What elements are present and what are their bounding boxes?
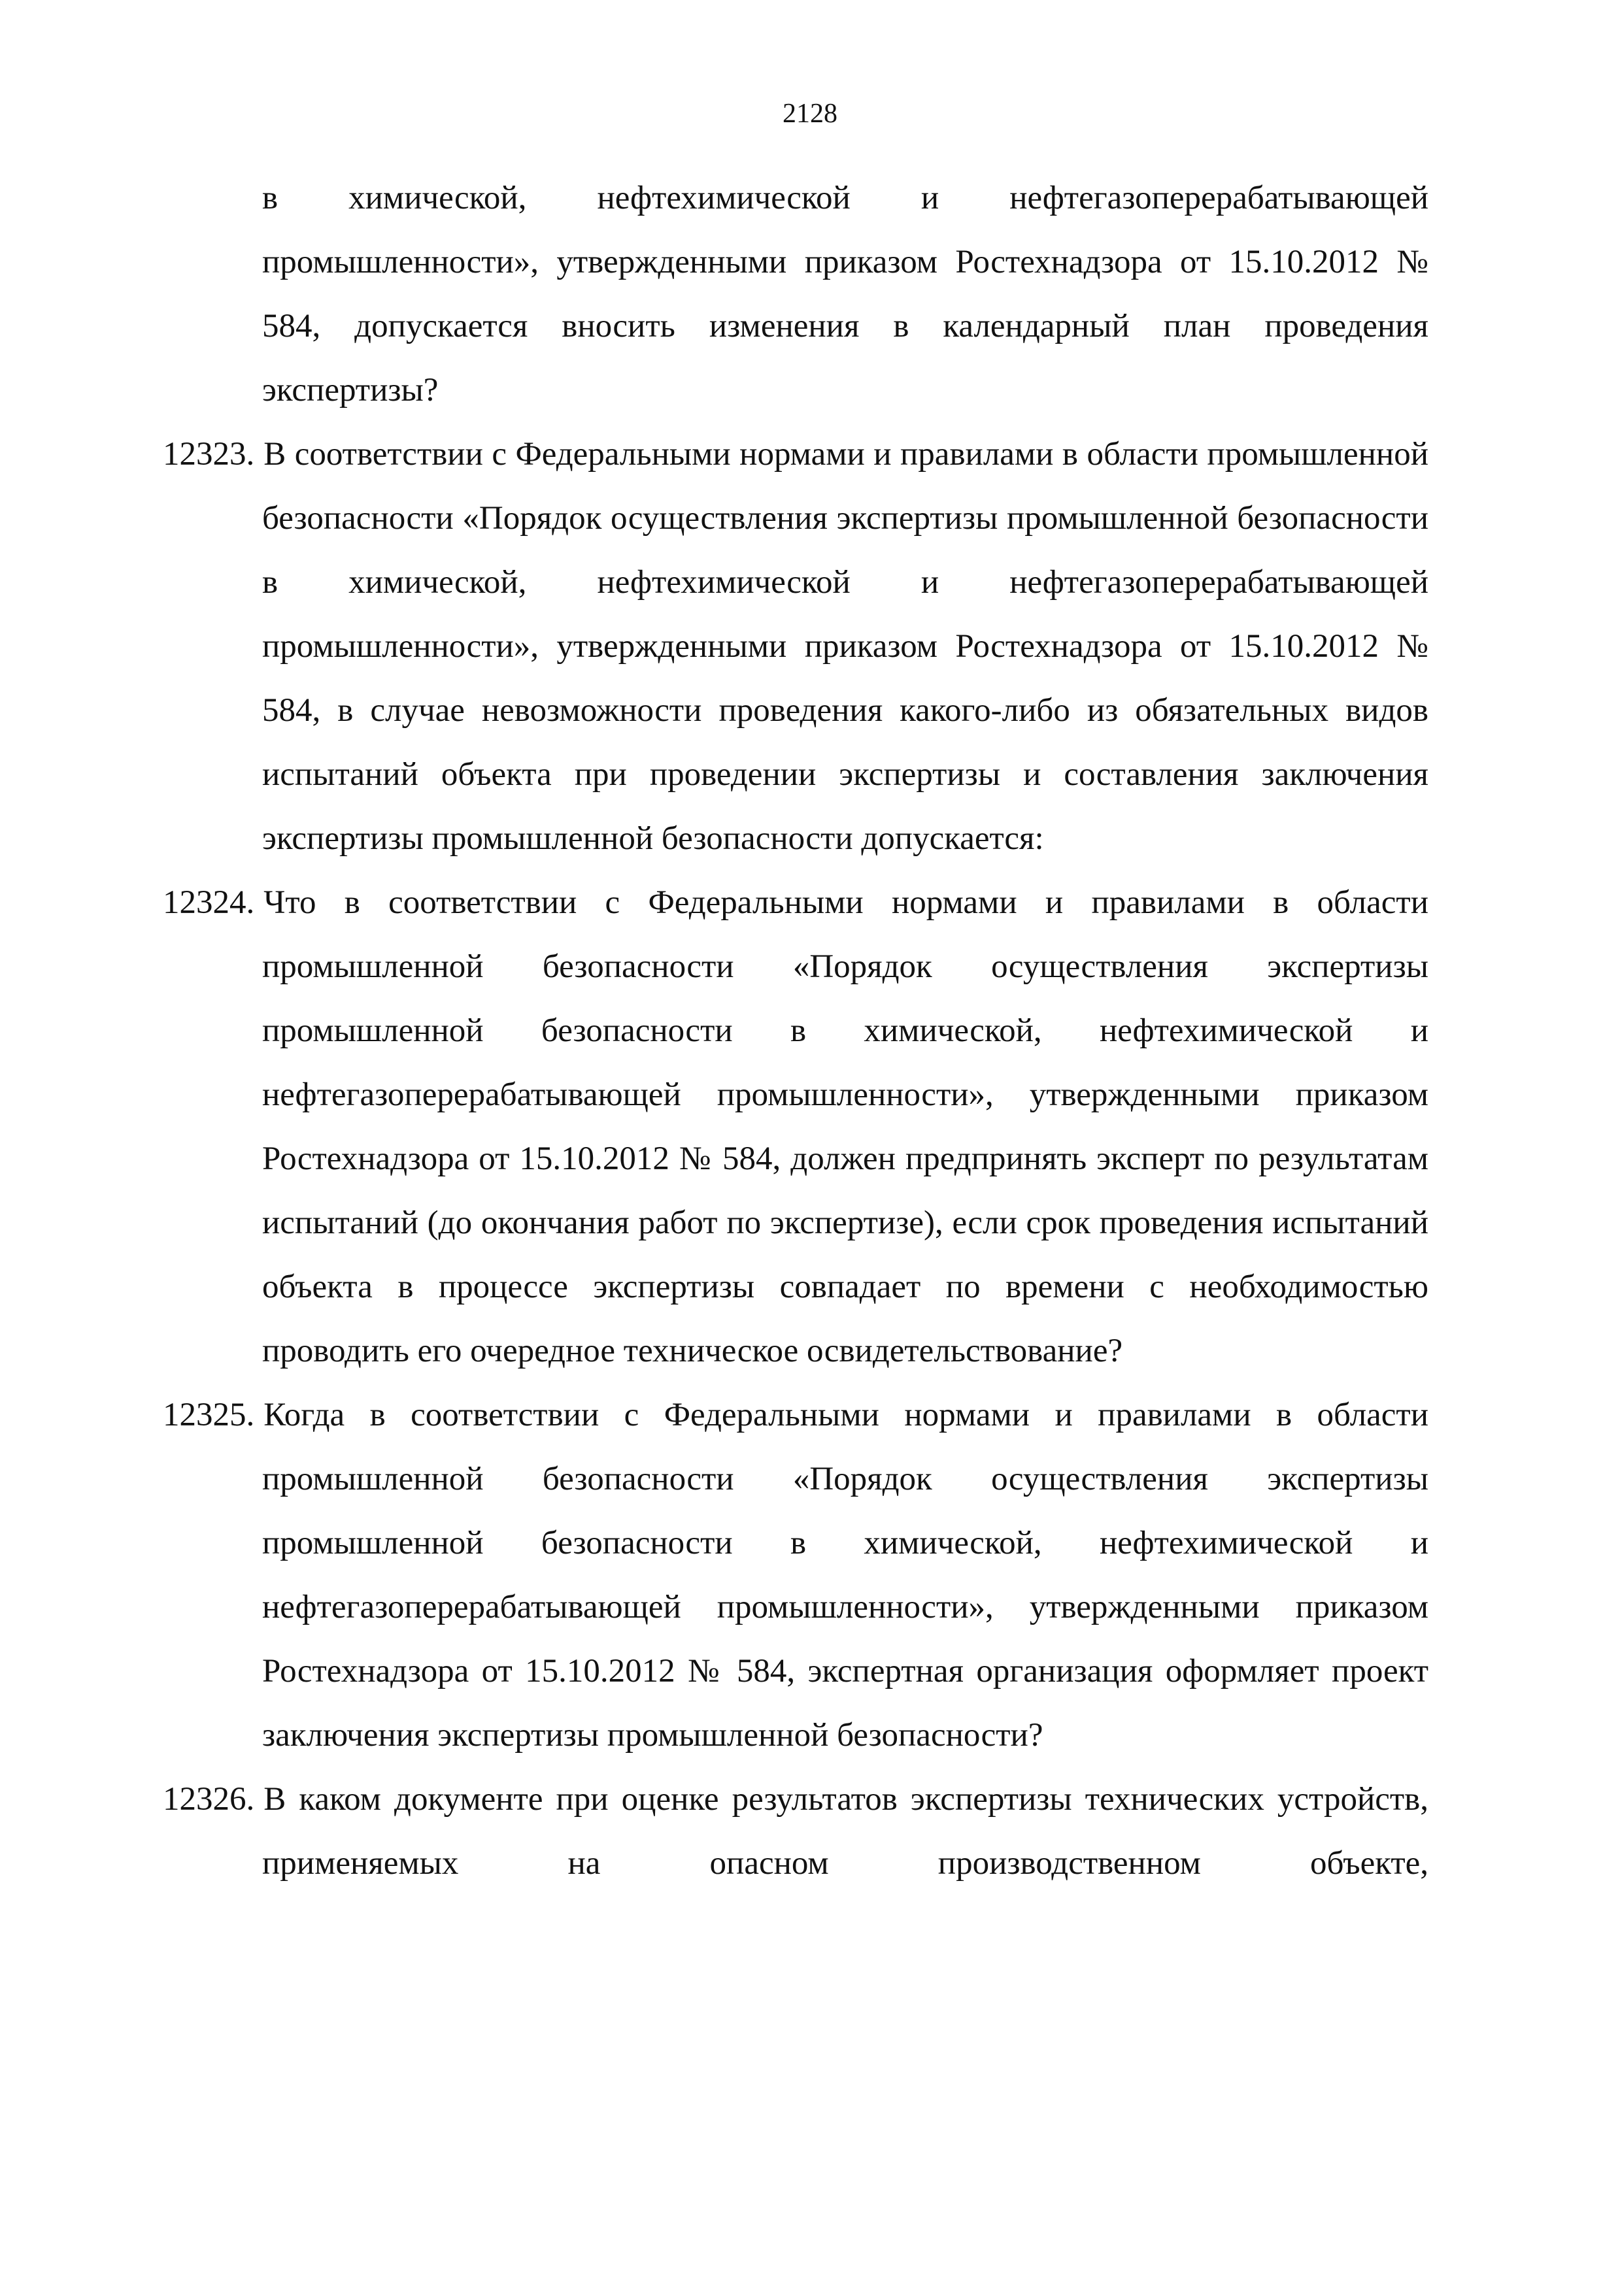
question-12323 (163, 422, 1428, 871)
question-12324 (163, 871, 1428, 1383)
paragraph-text: В каком документе при оценке результатов экспертизы технических устройств, применяемых на опасном производственном объекте, (262, 1781, 1428, 1882)
page-number: 2128 (783, 99, 837, 129)
paragraph-text: Когда в соответствии с Федеральными нормами и правилами в области промышленной безопасности «Порядок осуществления экспертизы промышленной безопасности в химической, нефтехимической и нефтегазоперерабатывающей промышленности», утвержденными приказом Ростехнадзора от 15.10.2012 № 584, экспертная организация оформляет проект заключения экспертизы промышленной безопасности? (262, 1397, 1428, 1754)
paragraph-text: В соответствии с Федеральными нормами и правилами в области промышленной безопасности «Порядок осуществления экспертизы промышленной безопасности в химической, нефтехимической и нефтегазоперерабатывающей промышленности», утвержденными приказом Ростехнадзора от 15.10.2012 № 584, в случае невозможности проведения какого-либо из обязательных видов испытаний объекта при проведении экспертизы и составления заключения экспертизы промышленной безопасности допускается: (262, 436, 1428, 857)
question-number: 12325. (163, 1397, 255, 1433)
question-number: 12326. (163, 1781, 255, 1818)
question-12325 (163, 1383, 1428, 1767)
question-number: 12323. (163, 436, 255, 473)
question-continuation (212, 166, 1428, 422)
question-12326 (163, 1767, 1428, 1895)
document-body (163, 166, 1428, 1895)
paragraph-text: в химической, нефтехимической и нефтегазоперерабатывающей промышленности», утвержденными приказом Ростехнадзора от 15.10.2012 № 584, допускается вносить изменения в календарный план проведения экспертизы? (262, 180, 1428, 408)
question-number: 12324. (163, 884, 255, 921)
paragraph-text: Что в соответствии с Федеральными нормами и правилами в области промышленной безопасности «Порядок осуществления экспертизы промышленной безопасности в химической, нефтехимической и нефтегазоперерабатывающей промышленности», утвержденными приказом Ростехнадзора от 15.10.2012 № 584, должен предпринять эксперт по результатам испытаний (до окончания работ по экспертизе), если срок проведения испытаний объекта в процессе экспертизы совпадает по времени с необходимостью проводить его очередное техническое освидетельствование? (262, 884, 1428, 1369)
